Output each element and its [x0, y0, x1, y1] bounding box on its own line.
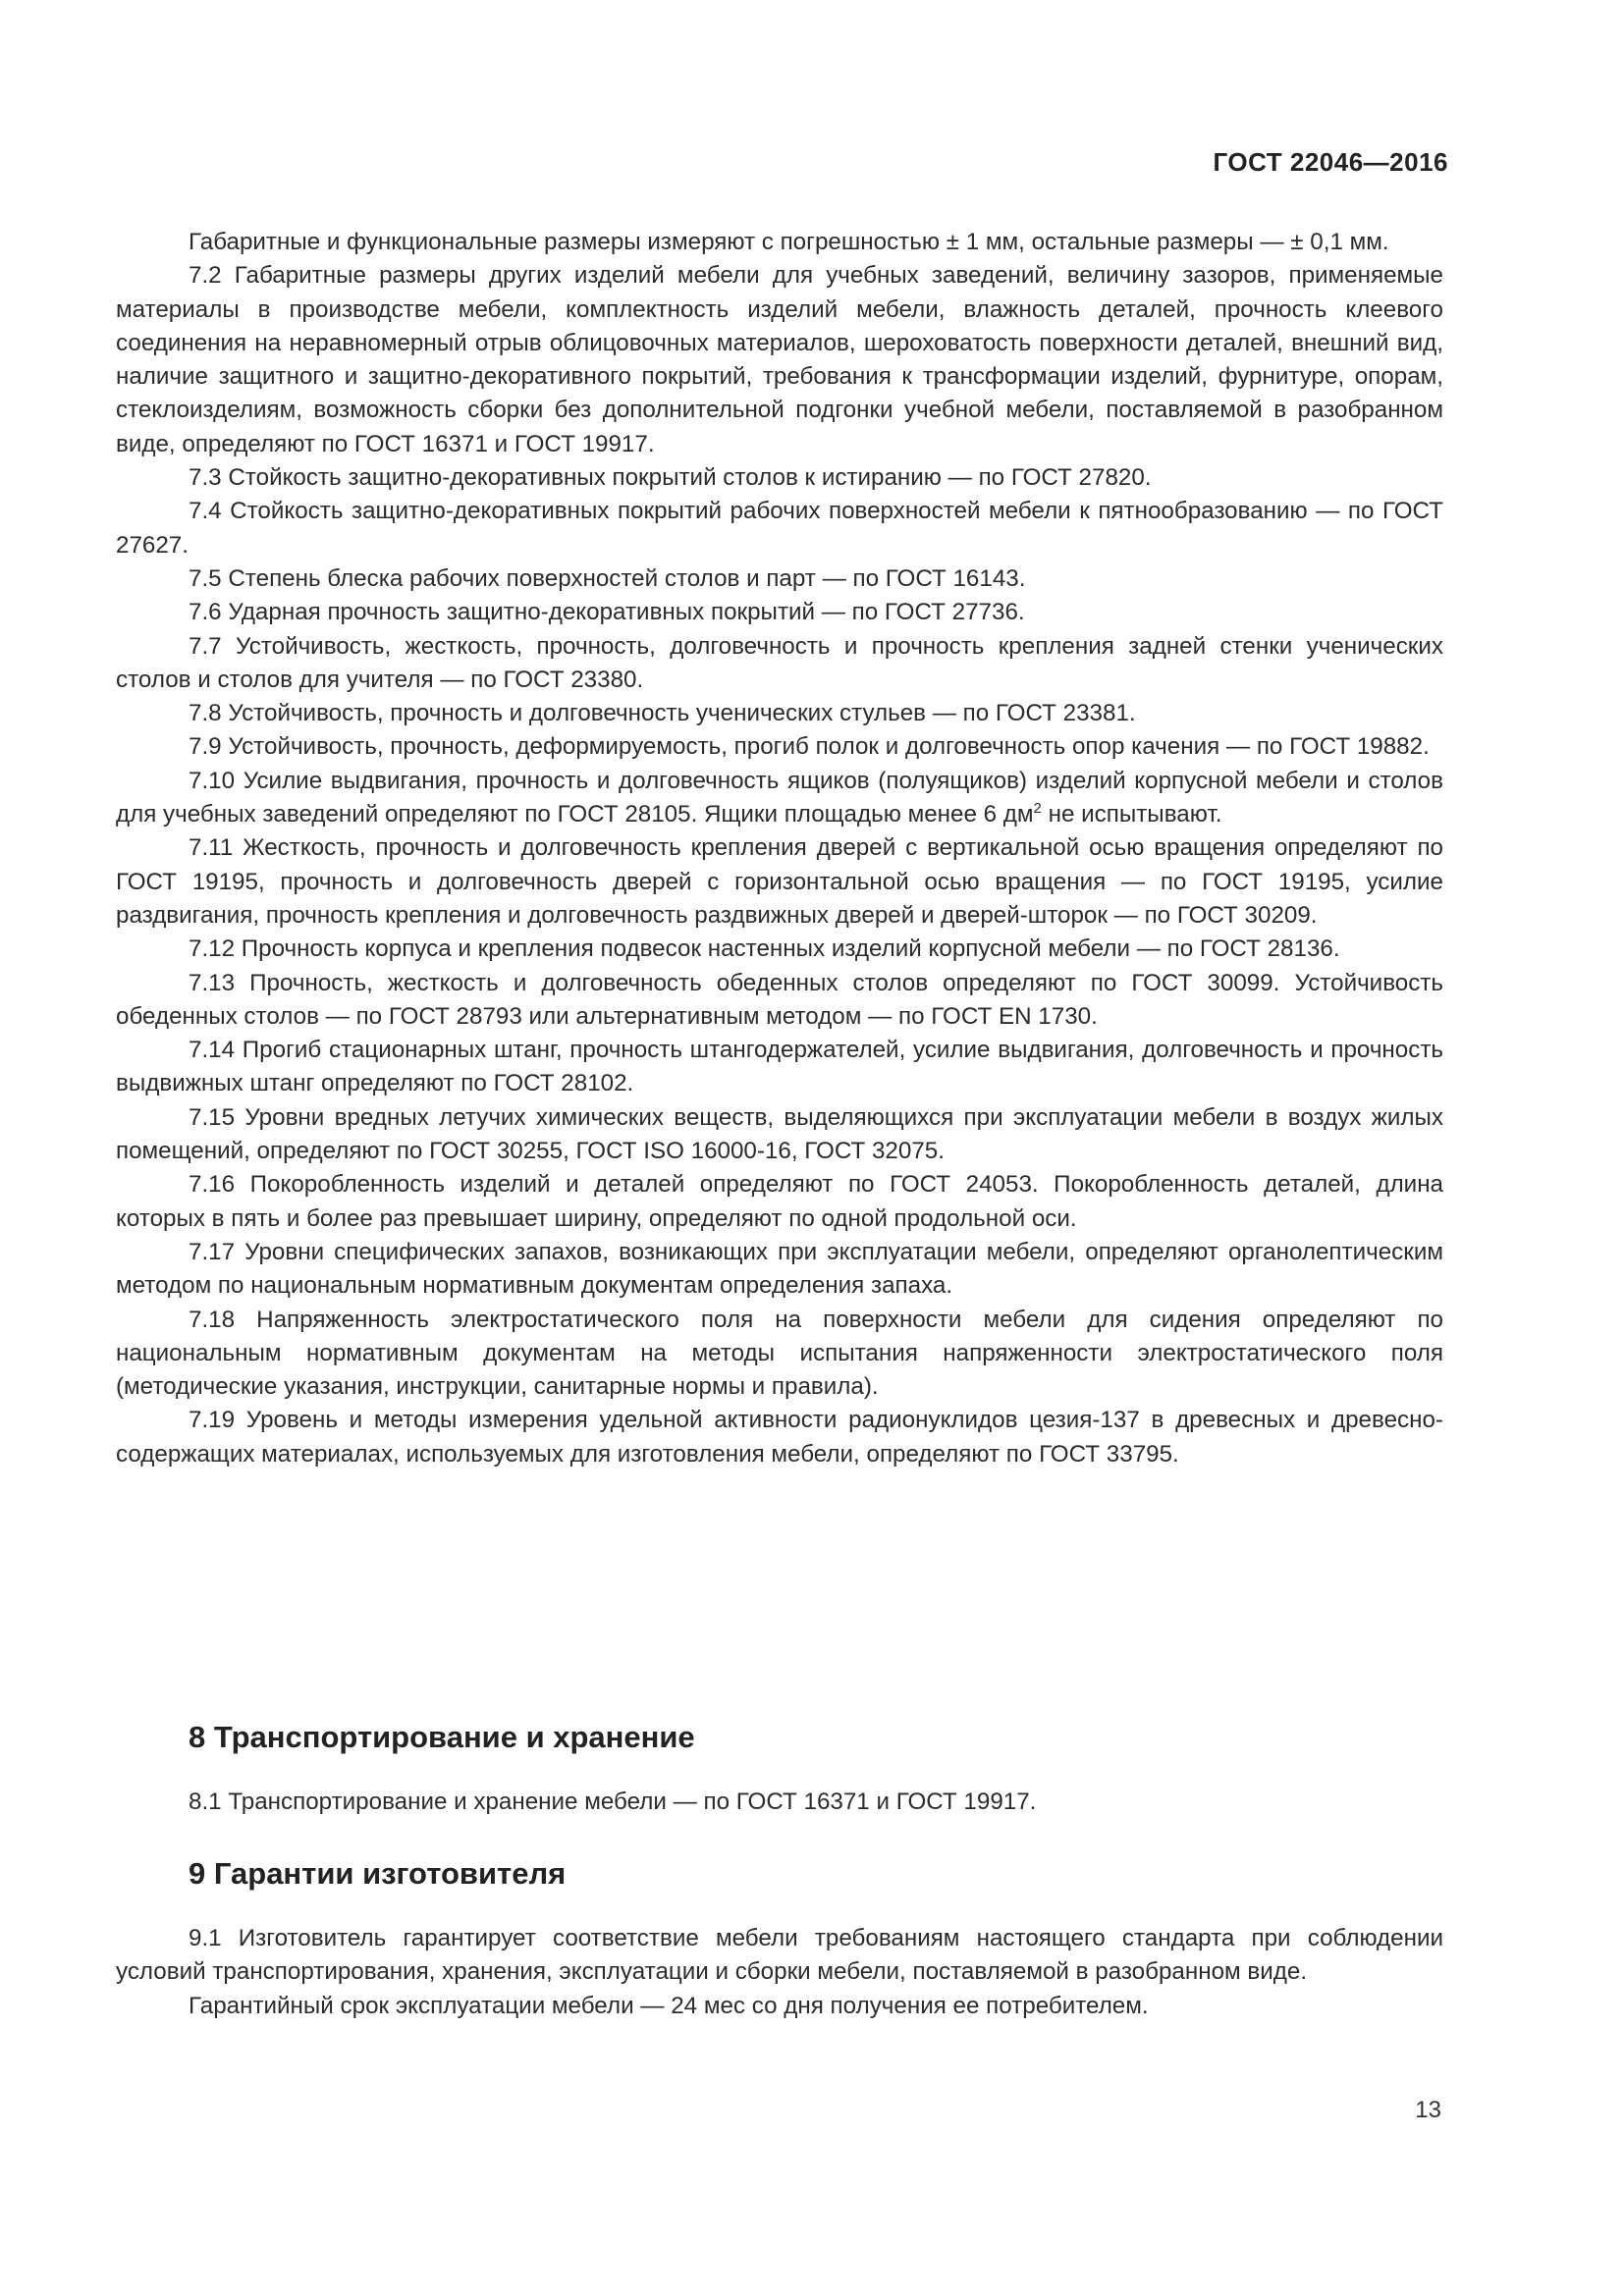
- paragraph-7-6: 7.6 Ударная прочность защитно-декоративных покрытий — по ГОСТ 27736.: [189, 599, 1025, 626]
- paragraph-7-12: 7.12 Прочность корпуса и крепления подвесок настенных изделий корпусной мебели — по ГОСТ 28136.: [189, 935, 1340, 963]
- paragraph-7-11: 7.11 Жесткость, прочность и долговечность крепления дверей с вертикальной осью вращения определяют по ГОСТ 19195, прочность и долговечность дверей с горизонтальной осью вращения — по ГОСТ 19195, усилие раздвигания, прочность крепления и долговечность раздвижных дверей и дверей-шторок — по ГОСТ 30209.: [116, 834, 1443, 929]
- section-8-heading: 8 Транспортирование и хранение: [189, 1720, 695, 1754]
- paragraph-7-19: 7.19 Уровень и методы измерения удельной активности радионуклидов цезия-137 в древесных и древесно-содержащих материалах, используемых для изготовления мебели, определяют по ГОСТ 33795.: [116, 1407, 1443, 1468]
- section-9-heading: 9 Гарантии изготовителя: [189, 1856, 567, 1891]
- paragraph-9-1: 9.1 Изготовитель гарантирует соответствие мебели требованиям настоящего стандарта при соблюдении условий транспортирования, хранения, эксплуатации и сборки мебели, поставляемой в разобранном виде.: [116, 1925, 1443, 1986]
- paragraph-7-10: [116, 765, 1443, 832]
- page-number: 13: [1415, 2097, 1441, 2123]
- paragraph-7-9: 7.9 Устойчивость, прочность, деформируемость, прогиб полок и долговечность опор качения — по ГОСТ 19882.: [189, 733, 1430, 761]
- superscript-2: 2: [1033, 800, 1042, 818]
- paragraph-7-15: 7.15 Уровни вредных летучих химических веществ, выделяющихся при эксплуатации мебели в воздух жилых помещений, определяют по ГОСТ 30255, ГОСТ ISO 16000-16, ГОСТ 32075.: [116, 1103, 1443, 1165]
- section9-body: [116, 1922, 1443, 2023]
- paragraph-7-10-tail: не испытывают.: [1041, 801, 1222, 828]
- paragraph-7-16: 7.16 Покоробленность изделий и деталей определяют по ГОСТ 24053. Покоробленность деталей, длина которых в пять и более раз превышает ширину, определяют по одной продольной оси.: [116, 1171, 1443, 1232]
- section8-body: [116, 1786, 1443, 1819]
- paragraph-7-4: 7.4 Стойкость защитно-декоративных покрытий рабочих поверхностей мебели к пятнообразованию — по ГОСТ 27627.: [116, 498, 1443, 559]
- paragraph-warranty: Гарантийный срок эксплуатации мебели — 24 мес со дня получения ее потребителем.: [189, 1992, 1149, 2019]
- paragraph-7-10-text: 7.10 Усилие выдвигания, прочность и долговечность ящиков (полуящиков) изделий корпусной мебели и столов для учебных заведений определяют по ГОСТ 28105. Ящики площадью менее 6 дм: [116, 767, 1443, 828]
- paragraph-7-7: 7.7 Устойчивость, жесткость, прочность, долговечность и прочность крепления задней стенки ученических столов и столов для учителя — по ГОСТ 23380.: [116, 632, 1443, 693]
- paragraph-7-17: 7.17 Уровни специфических запахов, возникающих при эксплуатации мебели, определяют органолептическим методом по национальным нормативным документам определения запаха.: [116, 1238, 1443, 1300]
- paragraph-7-13: 7.13 Прочность, жесткость и долговечность обеденных столов определяют по ГОСТ 30099. Устойчивость обеденных столов — по ГОСТ 28793 или альтернативным методом — по ГОСТ EN 1730.: [116, 969, 1443, 1030]
- paragraph-dimensions: Габаритные и функциональные размеры измеряют с погрешностью ± 1 мм, остальные размеры — ± 0,1 мм.: [189, 229, 1389, 255]
- paragraph-7-14: 7.14 Прогиб стационарных штанг, прочность штангодержателей, усилие выдвигания, долговечность и прочность выдвижных штанг определяют по ГОСТ 28102.: [116, 1037, 1443, 1097]
- document-code: ГОСТ 22046—2016: [1213, 147, 1448, 177]
- section7-body: [116, 226, 1443, 1471]
- paragraph-7-5: 7.5 Степень блеска рабочих поверхностей столов и парт — по ГОСТ 16143.: [189, 564, 1026, 592]
- paragraph-7-3: 7.3 Стойкость защитно-декоративных покрытий столов к истиранию — по ГОСТ 27820.: [189, 464, 1152, 492]
- paragraph-7-2: 7.2 Габаритные размеры других изделий мебели для учебных заведений, величину зазоров, применяемые материалы в производстве мебели, комплектность изделий мебели, влажность деталей, прочность клеевого соединения на неравномерный отрыв облицовочных материалов, шероховатость поверхности деталей, внешний вид, наличие защитного и защитно-декоративного покрытий, требования к трансформации изделий, фурнитуре, опорам, стеклоизделиям, возможность сборки без дополнительной подгонки учебной мебели, поставляемой в разобранном виде, определяют по ГОСТ 16371 и ГОСТ 19917.: [116, 262, 1443, 457]
- paragraph-7-8: 7.8 Устойчивость, прочность и долговечность ученических стульев — по ГОСТ 23381.: [189, 700, 1136, 727]
- paragraph-7-18: 7.18 Напряженность электростатического поля на поверхности мебели для сидения определяют по национальным нормативным документам на методы испытания напряженности электростатического поля (методические указания, инструкции, санитарные нормы и правила).: [116, 1306, 1443, 1401]
- paragraph-8-1: 8.1 Транспортирование и хранение мебели — по ГОСТ 16371 и ГОСТ 19917.: [189, 1789, 1037, 1815]
